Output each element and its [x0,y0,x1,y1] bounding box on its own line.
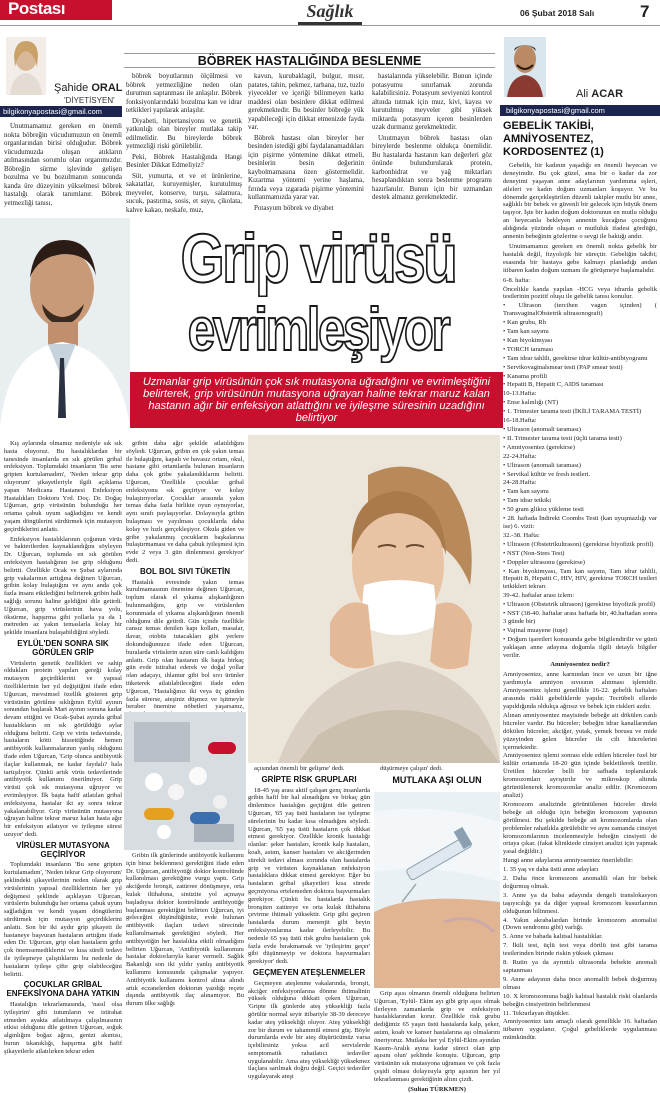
sidebar-list-item-32: • Ultrason (Obstetrik ultrason) (gerekirse biyofizik profil) [503,601,656,609]
main-col-4a [374,765,500,789]
sidebar-list-item-17: • Amniyosentez (gerekirse) [503,443,575,451]
sidebar-list-item-14: 16-18.Hafta: [503,417,537,425]
sidebar-list-item-34: • Vajinal muayene (tuşe) [503,626,568,634]
diet-col-4 [372,72,492,217]
sidebar-amnio-text [503,671,657,1042]
sidebar-checklist [503,277,657,660]
masthead [0,0,660,26]
main-col-1-p5: Hastalığın tekrarlamasında, 'nasıl olsa iyileşirim' gibi tutumların ve istirahat etmeden ayakta atlatılmaya çalışılmasının etkisi olduğunu dile getiren Uğurcan, soğuk algınlığını boğaz ağrısı, genizi akıntısı, burun tıkanıklığı, hapşırma gibi hafif şikayetlerle atlatılırken tekrar eden [4,1000,122,1055]
sidebar-list-item-11: 10-13.Hafta: [503,390,537,398]
sidebar-list-item-26: 32.-38. Hafta: [503,531,540,539]
sidebar-list-item-28: • NST (Non-Stres Test) [503,549,565,557]
section-title [290,1,370,25]
sidebar-list-item-20: • Servikal kültür ve fresh testleri. [503,470,591,478]
diet-col-1-p1: Unutmamamız gereken en önemli nokta böbreğin vücudumuzun en önemli organlarından birisi olduğudur. Böbrek vücudumuzda oluşan atıkların atılmasından sorumlu olan organımızdır. Böbreğin sürme işlevinde gelişen bozulma ve bu bozulmanın sonucunda kanda üre düzeyinin yükselmesi böbrek hastalığı olarak tanımlanır. Böbrek yetmezliği tanısı, [4,122,122,207]
main-col-1 [4,440,122,1062]
sidebar-amnio-line-0: Amniyosentez, anne karnından ince ve uzun bir iğne yardımıyla amniyon sıvısının alınması işlemidir. Amniyosentez işlemi genellikle 16-22. gebelik haftaları arasında riskli gebeliklerde yapılır. Tecrübeli ellerde yapıldığında oldukça ağrısız ve bebek için riskleri azdır. [503,671,657,710]
sidebar-amnio-line-13: 10. X kromozomuna bağlı kalıtsal hastalık riski olanlarda bebeğin cinsiyetinin belirlenmesi [503,992,657,1008]
sidebar-headline: GEBELİK TAKİBİ, AMNİYOSENTEZ, KORDOSENTEZ (1) [503,120,604,158]
article-byline: (Sultan TÜRKMEN) [408,1085,466,1093]
sidebar-amnio-line-8: 4. Yakın akrabalardan birinde kromozom anomalisi (Down sendromu gibi) varlığı. [503,916,657,932]
diet-col-3-p2: Böbrek hastası olan bireyler her besinden istediği gibi faydalanamadıkları için pişirme yöntemine dikkat etmeli, besinlerin besin değerinin kaybolmamasına özen göstermelidir. Kızartma yöntemi yerine haşlama, fırında veya ızgarada pişirme yöntemini kullanmamızda yarar var. [248,133,364,202]
sidebar-list-item-1: Öncelikle kanda yapılan -HCG veya idrarda gebelik testlerinin pozitif oluşu ile gebelik tanısı konulur. [503,285,657,301]
page-number: 7 [640,2,650,21]
main-col-1-p2: Enfeksiyon hastalıklarının çoğunun virüs ve bakterilerden kaynaklandığını söyleyen Dr. Uğurcan, toplumda en sık görülen enfeksiyon hastalığının ise grip olduğunu belirtti. Özellikle Ocak ve Şubat aylarında grip vakalarının arttığına değinen Uğurcan, gribin kolay bulaştığını ve aynı anda çok fazla insanı etkilediğini belirterek gribin halk sağlığı sorunu haline geldiğini dile getirdi. Uğurcan, grip virüslerinin hava yolu, öksürme, hapşırma gibi yollarla ya da 1 metreden az yakın temaslarla kolay bir şekilde insanlara bulaşabildiğini söyledi. [4,535,122,637]
author-left-last: ORAL [91,82,123,94]
sidebar-column [503,120,657,1065]
sidebar-amnio-line-1: Alınan amniyosentez mayisinde bebeğe ait dökülen canlı hücreler vardır. Bu hücreler; bebeğin idrar kanallarından dökülen hücreler, akciğer, yutak, yemek borusu ve mide yüzeyinden gelen hücreler ile cilt hücrelerini içermektedir. [503,711,657,751]
main-col-3 [248,765,370,1081]
sidebar-amnio-line-10: 7. İkili test, üçlü test veya dörtlü test gibi tarama testlerinden birinde riskin yüksek çıkması [503,942,657,958]
diet-col-2 [126,72,242,217]
sidebar-amnio-line-11: 8. Rutin ya da ayrıntılı ultrasonda bebekte anomali saptanması [503,959,657,974]
sidebar-list-item-5: • Kan biyokimyası [503,336,553,344]
sidebar-amnio-line-4: Hangi anne adaylarına amniyosentez önerilebilir: [503,857,633,865]
diet-col-3 [248,72,364,217]
pills-photo [124,712,246,850]
diet-headline-box [124,53,495,68]
section-underline [298,22,362,25]
sidebar-list-item-24: • 50 gram glikoz yükleme testi [503,506,584,514]
sidebar-amnio-line-6: 2. Daha önce kromozom anomalili olan bir bebek doğurmuş olmak. [503,875,657,890]
author-left-title: 'DİYETİSYEN' [64,96,115,105]
author-left-name [54,82,123,94]
sidebar-body [503,162,657,1042]
diet-col-2-p1: böbrek boyutlarının ölçülmesi ve böbrek yetmezliğine neden olan durumun saptanması ile anlaşılır. Böbrek fonksiyonlarındaki bozulma kan ve idrar tetkikleri yapılarak anlaşılır. [126,72,242,115]
sidebar-list-item-35: • Doğum işaretleri konusunda gebe bilgilendirilir ve günü yaklaşan anne adayına doğumla ilgili detaylı bilgiler verilir. [503,635,657,659]
logo [0,0,112,20]
main-col-3-p2: 18-45 yaş arası aktif çalışan genç insanlarda gribin hafif bir hal alınadığını ve birkaç gün dinlenince hastalığın geçtiğini dile getiren Uğurcan, '65 yaş üstü hastaların ise iyileşme sürelerinin bu kadar kısa olmadığını söyledi. Uğurcan, '65 yaş üstü hastaların çok dikkat etmesi gerekiyor. Özellikle kronik hastalığı olanlar: şeker hastaları, kronik kalp hastaları, koah, astım, kanser hastaları ve akciğerinden sürekli tedavi alması zorunda olan hastalarda grip ve virüsten kaynaklanan enfeksiyon hastalıklara dikkat etmesi gerekiyor. Eğer bu hastaların gribal şikayetleri kısa sürede geçmiyorsa ertelemeden doktora başvurmaları gerekiyor. Çünkü bu hastalarda hastalık bronşiten zatüreye ve orta kulak iltihabına çevirme ihtimali yüksektir. Grip gibi geçiren hastalarda durum menenjit gibi beyin enfeksiyonlarına kadar ilerleyebilir. Bu nedenle 65 yaş üstü risk grubu hastaların çok fazla evde bırakmamak ve 'iyileşirim geçer' gibi düşünmeyip ve doktora başvurmaları gerekiyor' dedi. [248,786,370,966]
sidebar-list-item-2: • Ultrason (tercihen vagen içinden) ( TransvaginalObstetrik ultrasonografi) [503,302,657,318]
diet-col-3-p3: Potasyum böbrek ve diyabet [254,203,334,212]
author-right-email: bilgikonyapostasi@gmail.com [506,106,605,115]
main-col-2-p1: gribin daha ağır şekilde atlatıldığını söyledi. Uğurcan, gribin en çok yakın temas ile bulaştığını, kapalı ve havasız ortam, okul, hastane gibi ortamlarda bulunan insanların daha çok gribe yakalandıklarını belirtti. Uğurcan, 'Özellikle çocuklar gribal enfeksiyonu sık geçiriyor ve kolay bulaştırıyorlar. Çocuklar arasında yakın temas daha fazla birlikte oyun oynuyorlar, aynı sınıfı paylaşıyorlar. Dolayısıyla gribin bulaşması ve yayılması çocuklarda daha kolay ve hızlı gerçekleşiyor. Okula giden ve gribe yakalanmış çocukların başkalarına bulaştırmaması ve daha çabuk iyileşmesi için evde 2 veya 3 gün dinlenmesi gerekiyor' dedi. [126,440,244,564]
sidebar-list-item-13: • 1. Trimester tarama testi (İKİLİ TARAMA TESTİ) [503,408,642,416]
sidebar-list-item-8: • Servikovaginalsmear testi (PAP smear testi) [503,363,623,371]
author-right-last: ACAR [591,88,624,100]
sidebar-list-item-3: • Kan grubu, Rh [503,319,546,327]
main-col-4-p2: Grip aşısı olmanın önemli olduğunu belirten Uğurcan, 'Eylül- Ekim ayı gibi grip aşısı olmak ilerleyen zamanlarda grip ve enfeksiyon hastalıklarından korur. Özellikle risk grubu dediğimiz 65 yaşın üstü hastalarda kalp, şeker, astım, koah ve kanser hastalarına aşı olmalarını öneriyoruz. Mutlaka her yıl Eylül-Ekim ayından Kasım-Aralık ayına kadar süreci olan grip aşısını olun' şeklinde konuştu. Uğurcan, grip virüsünün sık mutasyona uğraması ve çok fazla çeşidi olması dolayısıyla grip aşısının her yıl tekrarlanması gerektiğinin altını çizdi. [374,990,500,1083]
main-col-3-p3: Geçmeyen ateşlenme vakalarında, bronşit, akciğer enfeksiyonlarına dönme ihtimalinin yüksek olduğuna dikkati çeken Uğurcan, 'Gripte ilk günlerde ateş yüksekliği fazla görülür normal seyir itibariyle 38-39 dereceye kadar ateş yüksekliği oluyor. Ateş yüksekliği zor bir durum ve tahammül etmesi güç. Böyle durumlarda evde bir ateş düşürücümüz varsa içebilirsiniz yoksa acil servislerde semptomatik rahatlatıcı tedaviler uygulanabilir. Ama ateş yüksekliği yüksekmez ilaçlara sarılmak doğru değil. Geçici tedaviler uygulayarak ateşi [248,979,370,1081]
author-right-first: Ali [576,88,589,100]
logo-text: Postası [8,0,65,18]
sidebar-list-item-31: 39-42. haftalar arası izlem: [503,592,575,600]
sidebar-list-item-4: • Tam kan sayımı [503,328,549,336]
diet-col-2-p4: Süt, yumurta, et ve et ürünlerine, sakatatlar, kuruyemişler, kurutulmuş meyveler, konserve, turşu, salamura, sucuk, pastırma, sosis, et suyu, çikolata, kahve kakao, neskafe, muz, [126,171,242,214]
sidebar-list-item-19: • Ultrason (anomali taraması) [503,461,581,469]
subhead-ates: GEÇMEYEN ATEŞLENMELER [252,967,366,977]
sidebar-amnio-line-12: 9. Anne adayının daha önce anomalili bebek doğurmuş olması [503,975,657,991]
vaccine-photo [374,792,500,988]
subhead-eylul: EYLÜL'DEN SONRA SIK GÖRÜLEN GRİP [17,638,109,657]
author-right-name [576,88,623,100]
main-col-1-p3: Virüslerin genetik özellikleri ve sahip oldukları protein yapıları gereği kolay mutasyon geçirdiklerini ve yapısal özelliklerinin her yıl değiştiğini ifade eden Uğurcan, mevsimsel özellik gösteren grip virüsünün görülme sıklığının Eylül ayının sonundan başlarak Mart ayının sonuna kadar devam ettiğini ve Ocak-Şubat ayında gribal hastalıkların en sık görüldüğü aylar olduğunu belirtti. Grip ve virüs tedavisinde, hastaların kötü hissettiğinde hemen antibiyotik kullanmalarının yanlış olduğunu ifade eden Uğurcan, 'Grip olunca antibiyotik ilaçlar kullanmak, ne kadar faydalı? hala tartışılıyor. Çünkü artık virüs tedavilerinde antibiyotik kullanımı önerilmiyor. Grip virüsü çok sık mutasyona uğruyor ve evrimleşiyor. İlk başta hafif atlatılan gribal enfeksiyona, hastalar iki ay sonra tekrar yakalanabiliyor. Grip virüsünün mutasyona uğrayan haline tekrar maruz kalan hasta ağır bir enfeksiyon atlatıyor ve iyileşme süresi uzuyor' dedi. [4,659,122,839]
main-col-2-p3: Gribin ilk günlerinde antibiyotik kullanımı için biraz beklenmesi gerektiğini ifade eden Dr. Uğurcan, antibiyotiği doktor kontrolünde kullanılması gerektiğine vurgu yaptı. Grip akciğerde bronşit, zatürree dönüşmeye, orta kulak iltihabına, sinüzite yol açmaya başladıysa doktor kontrolünde antibiyotiğe başlanması gerektiğini belirten Uğurcan, iyi geleceğini düşündüğünüz, evde bulunan antibiyotik ilaçları tedavi sürecinde kullanılmamak gerektiğini söyledi. Her antibiyotiğin her hastalıkta etkili olmadığını belirten Uğurcan, 'Antibiyotik kullanımını hastalar doktorlarıyla karar vermeli. Sağlık Bakanlığı son iki yıldır yanlış antibiyotik kullanımı konusunda çalışmalar yapıyor. Antibiyotik kullanımı kontrol altına alındı artık eczanelerden doktorun yazdığı reçete dışında antibiyotik ilaç alınamıyor. Bu durum ülke sağlığı [126,852,244,1008]
sidebar-p1: Gebelik, bir kadının yaşadığı en önemli heyecan ve deneyimdir. Bu çok güzel, ama bir o kadar da zor deneyimi yaşayan anne adaylarının yardımına eşleri, aileleri ve kadın doğum uzmanları koşuyor. Ve bu dönemde gerçekleştirilen düzenli takipler mutlu bir anne, sağlıklı bir bebek ve güvenli bir gelecek için büyük önem taşıyor. İşte bir kadın doğum doktorunun en mutlu olduğu an heyecanla bekleyen annenin kucağına çocuğunu aldığında yüzünde oluşan o mutluluk ifadesi gördüğü, annenin bebeğinin gözlerine o sevgi ile baktığı andır. [503,161,657,241]
subhead-cocuklar: ÇOCUKLAR GRİBAL ENFEKSİYONA DAHA YATKIN [6,980,120,999]
diet-col-2-p3: Peki, Böbrek Hastalığında Hangi Besinler Dikkat Edmeliyiz? [126,152,242,170]
section-name: Sağlık [306,1,354,21]
author-left-email-bar [0,106,122,117]
sidebar-list-item-29: • Doppler ultrasonu (gerekirse) [503,558,585,566]
sidebar-amnio-line-14: 11. Tekrarlayan düşükler. [503,1009,570,1017]
sidebar-list-item-16: • II. Trimester tarama testi (üçlü tarama testi) [503,434,622,442]
doctor-photo [0,218,130,426]
main-col-2-p2: Hastalık evresinde yakın temas kurulmamasının önemine değinen Uğurcan, toplum olarak el yıkama alışkanlığının bulunmadığını, grip ve virüslerden korunmada el yıkama alışkanlığının önemli olduğunu dile getirdi. Gün içinde özellikle cansız temas denilen kapı kolları, masalar, davar, otobüs tutacakları gibi yerlere dokunduğumuzu ifade eden Uğurcan, buralarda virüslerin uzun süre canlı kaldığını anlattı. Grip olan hastanın ilk başta birkaç gün evde istirahat ederek ve doğal yollar olan adaçayı, ıhlamur gibi bol sıvı ürünler tüketerek atlatılabileceğini ifade eden Uğurcan, 'Hastalığınız iki veya üç günden fazla sürerse, ateşiniz düşmez ve işitmeyle beraber önemine nöbetleri yaşarsanız, [126,578,244,711]
issue-date: 06 Şubat 2018 Salı [520,8,595,18]
sidebar-list-item-25: • 28. haftada İndirekt Coombs Testi (kan uyuşmazlığı var ise) 6. vizit: [503,515,657,530]
main-col-2b [126,852,244,1064]
diet-col-1 [4,122,122,214]
sidebar-list-item-15: • Ultrason (anomali taraması) [503,426,581,433]
author-left-email: bilgikonyapostasi@gmail.com [3,107,102,116]
main-headline-line2: evrimleşiyor [187,296,449,363]
sidebar-list-item-27: • Ultrason (Obstetrikultrason) (gerekirse biyofizik profil) [503,540,654,548]
author-right-email-bar [500,105,660,116]
author-photo-right [504,37,546,97]
main-col-3-p1: açısından önemli bir gelişme' dedi. [254,765,345,772]
sidebar-list-item-33: • NST (38-40. haftalar arası haftada bir, 40.haftadan sonra 3 günde bir) [503,610,657,625]
sidebar-amnio-line-3: Kromozom analizinde görüntülenen hücreler direkt bebeğe ait olduğu için bebeğin kromozom yapısının görülmesi. Bu şekilde bebeğe ait kromozomlarda olan problemler rahatlıkla görülebilir ve aynı zamanda cinsiyet kromozomlarının incelenmesiyle bebeğin cinsiyeti de ortaya çıkar. (fakat kliniktede cinsiyet analizi için yapmak yasal değildir.) [503,800,657,856]
main-col-1-p1: Kış aylarında olmamız nedeniyle sık sık hasta oluyoruz. Bu hastalıklardan bir tanesinde insanlarda en sık görülen gribal enfeksiyon. Toplumdaki insanların 'Bu sene gripten kurtulamadım', 'Neden tekrar grip oluyorum' şikayetleriyle ilgili açıklama yapan Medicana Hastanesi Enfeksiyon Hastalıkları Doktoru Yrd. Doç. Dr. Doğaç Uğurcan, grip virüsünün bulunduğu her ortama çabuk uyum sağladığını ve kendi yaşam döngülerini sürdürmek için mutasyon geçirdiklerini anlattı. [4,440,122,533]
author-left-first: Şahide [54,82,89,94]
author-photo-left [6,37,46,95]
sidebar-p2: Unutmamamız gereken en önemli nokta gebelik bir hastalık değil, fizyolojik bir süreçtir. Gebeliğin takibi; esasında bir hastaya gebe kalmayı planladığı andan itibaren kadın doğum uzmanı ile görüşmeye başlamalıdır. [503,242,657,274]
sidebar-list-item-21: 24-28.Hafta: [503,479,537,487]
main-col-1-p4: Toplumdaki insanların 'Bu sene gripten kurtulamadım', 'Neden tekrar Grip oluyorum' şeklindeki şikayetlerinin neden olarak grip virüslerinin yapısal özelliklerinin her yıl değişmesi şeklinde açıklayan Uğurcan, virüslerin bulunduğu her ortama çabuk uyum sağladığını ve kendi yaşam döngülerini sürdürmek için mutasyon geçirdiklerini anlattı. Son bir iki aydır grip şikayeti ile hastaneye başvuran hastaların arttığını ifade eden Dr. Uğurcan, grip olan hastaların gribi çok önemsemediklerini ve kısa süreli tedavi ile iyileşmeye çalıştıklarını bu nedenle de hastaların iyileşe çifte grip olabileceğini belirtti. [4,861,122,978]
sidebar-amnio-line-5: 1. 35 yaş ve daha üstü anne adayları [503,866,599,874]
main-col-4b [374,990,500,1093]
sidebar-amnio-line-2: Amniyosentez işlemi sonrası elde edilen hücreler özel bir kültür ortamında 18-20 gün içinde bekletilerek üretilir. Üretilen hücreler belli bir safhada toplanılarak kromozomları ayrıştırılır ve mikroskop altında görüntülenerek kromozomlar analiz edilir. (Kromozom analizi) [503,752,657,799]
sidebar-list-item-10: • Hepatit B, Hepatit C, AIDS taraması [503,381,604,389]
sidebar-list-item-18: 22-24.Hafta: [503,452,537,460]
subhead-asi: MUTLAKA AŞI OLUN [392,774,482,785]
sneezing-woman-photo [248,435,500,763]
deck-text: Uzmanlar grip virüsünün çok sık mutasyona uğradığını ve evrimleştiğini belirterek, grip virüsünün mutasyona uğrayan haline tekrar maruz kalan hastanın ağır bir enfeksiyon atlattığını ve iyileşme süresinin uzadığını belirtiyor [142,376,491,424]
deck-band [130,372,503,428]
main-headline [134,220,502,370]
sidebar-list-item-22: • Tam kan sayımı [503,488,549,496]
sidebar-amnio-line-7: 3. Anne ya da baba adayında dengeli translokasyon taşıyıcılığı ya da diğer yapısal kromozom kusurlarının olduğunun bilinmesi. [503,891,657,915]
sidebar-list-item-12: • Ense kalınlığı (NT) [503,399,559,407]
sidebar-list-item-30: • Kan biyokimyası, Tam kan sayımı, Tam idrar tahlili, Hepatit B, Hepatit C, HIV, HIV, gerekirse TORCH testleri tetkikleri tekrarı [503,567,657,591]
sidebar-list-item-23: • Tam idrar tetkiki [503,497,552,505]
main-col-2a [126,440,244,712]
diet-headline: BÖBREK HASTALIĞINDA BESLENME [197,54,422,68]
sidebar-list-item-7: • Tam idrar tahlili, gerekirse idrar kültür-antibiyogramı [503,354,648,362]
diet-col-4-p1: hastalarında yükselebilir. Bunun içinde potasyumu sınırlamak zorunda kalabilirsiniz. Potasyum seviyenizi kontrol altında tutmak için muz, kivi, kayısı ve kurutulmuş meyveler gibi yüksek miktarda potasyum içeren besinlerden uzak durmanız gerekmektedir. [372,72,492,132]
subhead-mutasyon: VİRÜSLER MUTASYONA GEÇİRİYOR [16,840,110,859]
main-col-4-p1: düşürmeye çalışın' dedi. [380,765,443,772]
sidebar-amnio-line-15: Amniyosentez tanı amaçlı olarak genellikle 16. haftadan itibaren uygulanır. Çoğul gebeliklerde uygulanması mümkündür. [503,1018,657,1042]
diet-col-3-p1: kavun, kurubaklagil, bulgur, mısır, patates, tahin, pekmez, tarhana, tuz, tuzlu yiyecekler ve içeriği bilinmeyen katkı maddesi olan besinlere dikkat edilmesi gerekmektedir. Bu besinler böbreğe yük yapabileceği için dikkat etmenizde fayda var. [248,72,364,132]
subhead-sivi: BOL BOL SIVI TÜKETİN [140,566,230,576]
sidebar-list-item-0: 6-8. hafta: [503,276,531,284]
sidebar-list-item-9: • Kanama profili [503,372,548,380]
diet-col-4-p2: Unutmayın böbrek hastası olan bireylerde beslenme oldukça önemlidir. Bu hastalarda hastanın kan değerleri göz önünde bulundurularak protein, karbonhidrat ve yağ miktarları hesaplandıktan sonra beslenme programı hazırlanılır. Bunun için bir uzmandan destek almanız gerekmektedir. [372,133,492,202]
main-headline-line1: Grip virüsü [180,220,456,297]
subhead-risk: GRİPTE RİSK GRUPLARI [261,774,357,784]
diet-col-2-p2: Diyabeti, hipertansiyonu ve genetik yatkınlığı olan bireyler mutlaka takip edilmelidir. Bu bireylerde böbrek yetmezliği riski görülebilir. [126,116,242,151]
sidebar-amnio-line-9: 5. Anne ve babada kalıtsal hastalıklar. [503,933,603,941]
sidebar-subhead: Amniyosentez nedir? [550,661,610,669]
sidebar-list-item-6: • TORCH taraması [503,345,554,353]
